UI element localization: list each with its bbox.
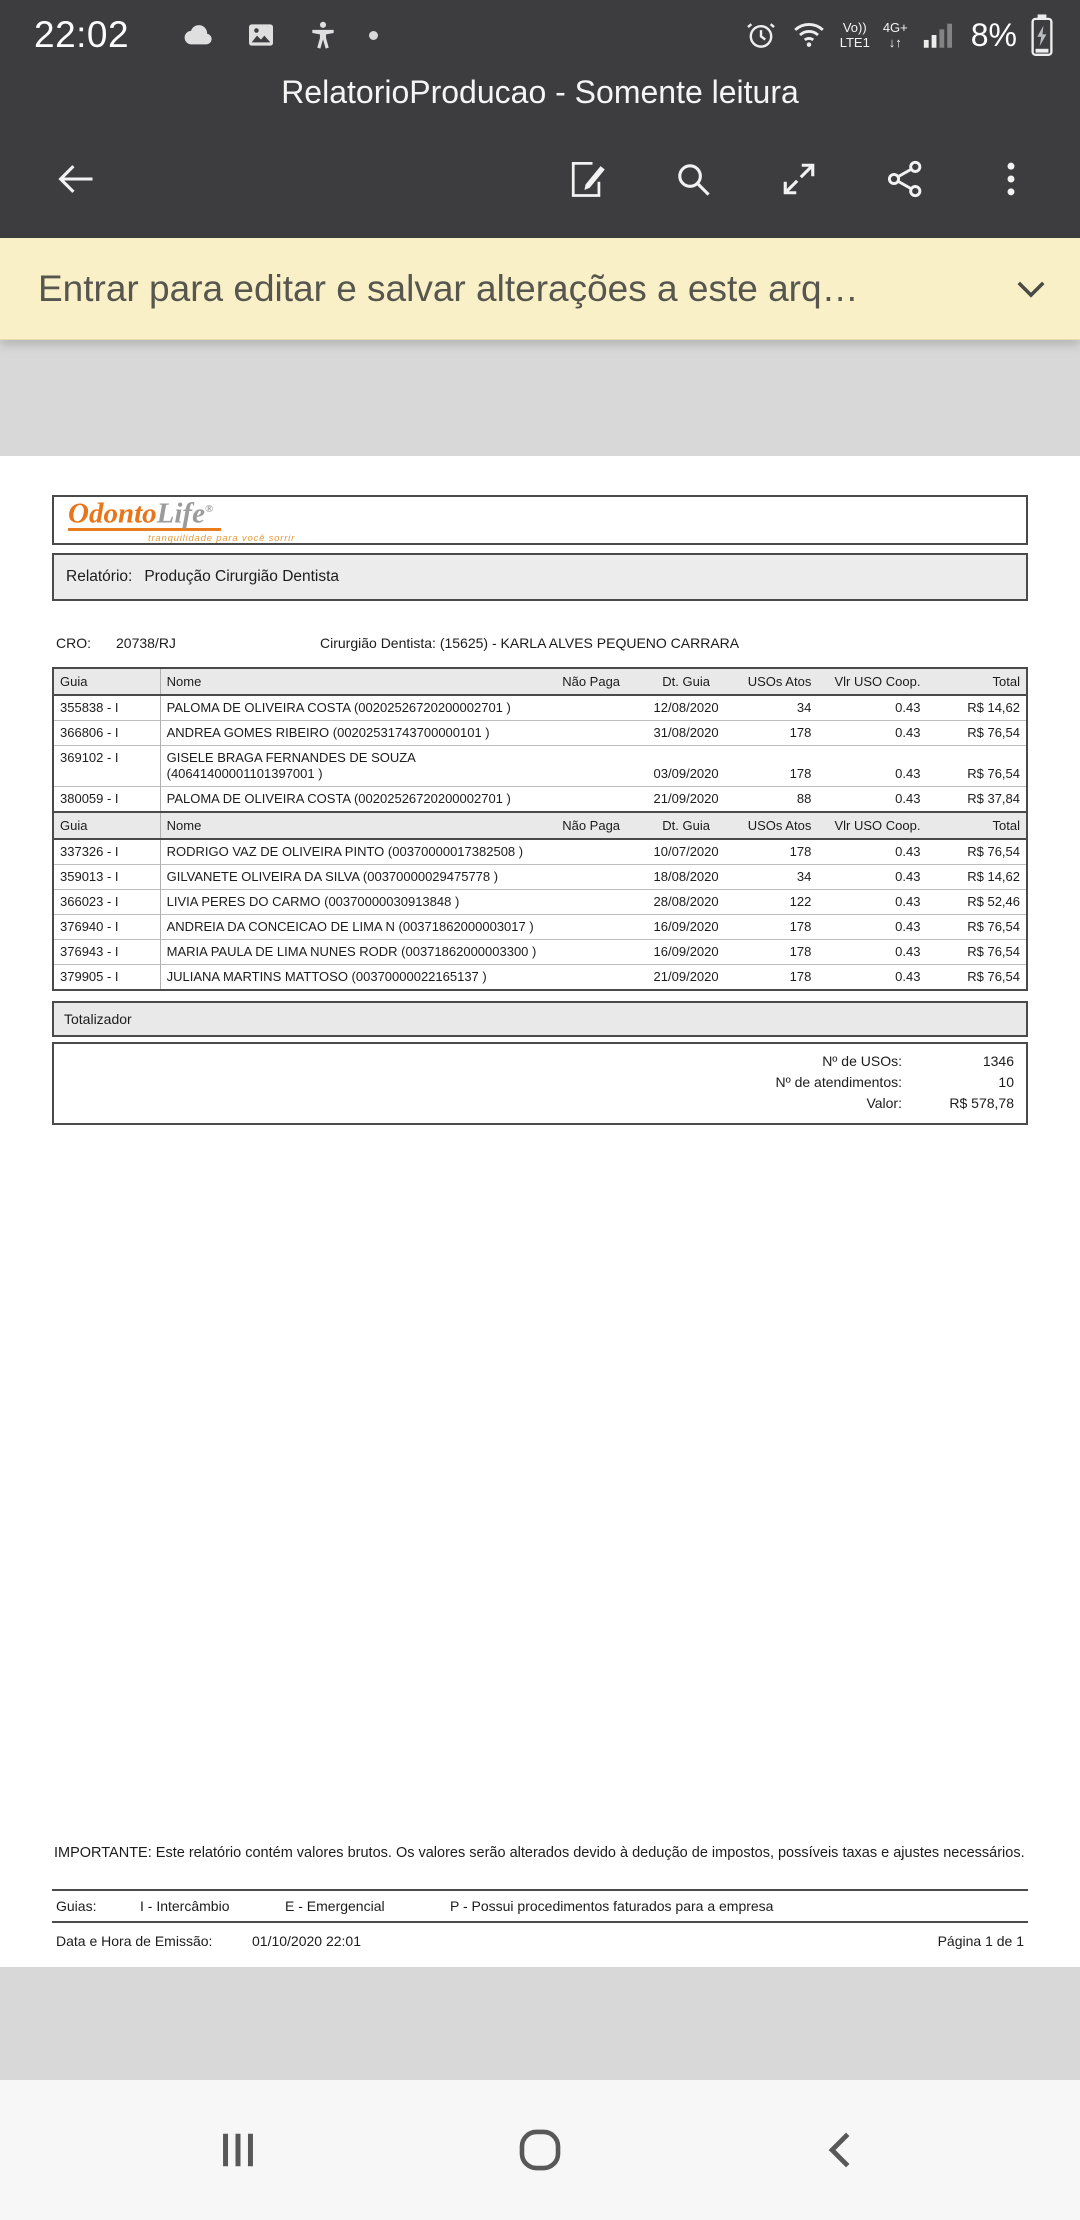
cell-total: R$ 76,54 (934, 839, 1027, 865)
cell-dt-guia: 12/08/2020 (633, 695, 740, 721)
cell-nome: LIVIA PERES DO CARMO (00370000030913848 ) (160, 890, 550, 915)
cell-vlr: 0.43 (827, 695, 934, 721)
cell-dt-guia: 10/07/2020 (633, 839, 740, 865)
notification-dot-icon (369, 31, 378, 40)
cell-total: R$ 76,54 (934, 965, 1027, 991)
cell-nao-paga (550, 865, 633, 890)
table-row (53, 695, 1027, 721)
fit-screen-button[interactable] (746, 131, 852, 227)
cell-guia: 369102 - I (53, 746, 160, 787)
share-icon (883, 157, 927, 201)
table-row (53, 865, 1027, 890)
report-value: Produção Cirurgião Dentista (144, 568, 340, 585)
back-nav-button[interactable] (812, 2120, 872, 2180)
signal-strength-icon (921, 18, 955, 52)
cell-nao-paga (550, 890, 633, 915)
cell-guia: 355838 - I (53, 695, 160, 721)
cell-nome: PALOMA DE OLIVEIRA COSTA (00202526720200002701 ) (160, 787, 550, 813)
total-value: R$ 578,78 (949, 1095, 1014, 1111)
table-row (53, 965, 1027, 991)
registered-mark: ® (204, 503, 214, 516)
cell-nome: RODRIGO VAZ DE OLIVEIRA PINTO (00370000017382508 ) (160, 839, 550, 865)
cell-usos: 178 (740, 965, 828, 991)
cell-nome: ANDREIA DA CONCEICAO DE LIMA N (00371862000003017 ) (160, 915, 550, 940)
total-label: Valor: (866, 1095, 902, 1111)
cell-guia: 376943 - I (53, 940, 160, 965)
report-label: Relatório: (66, 568, 133, 585)
home-icon (517, 2127, 563, 2173)
share-button[interactable] (852, 131, 958, 227)
cell-guia: 379905 - I (53, 965, 160, 991)
page-number: Página 1 de 1 (937, 1933, 1024, 1949)
col-usos-atos: USOs Atos (740, 812, 828, 839)
cell-nome: ANDREA GOMES RIBEIRO (00202531743700000101 ) (160, 721, 550, 746)
table-row (53, 746, 1027, 787)
system-status-icons (744, 13, 1054, 57)
navigation-bar (0, 2080, 1080, 2220)
report-title-box (52, 553, 1028, 601)
cell-vlr: 0.43 (827, 965, 934, 991)
pdf-page (0, 456, 1080, 1967)
notification-icons (183, 19, 378, 51)
legend-emergencial: E - Emergencial (285, 1898, 385, 1914)
production-table-section-1 (52, 667, 1028, 813)
col-dt-guia: Dt. Guia (633, 668, 740, 695)
cell-nome: MARIA PAULA DE LIMA NUNES RODR (00371862000003300 ) (160, 940, 550, 965)
cell-nao-paga (550, 915, 633, 940)
dentist-name: Cirurgião Dentista: (15625) - KARLA ALVES PEQUENO CARRARA (320, 635, 740, 651)
totals-box (52, 1042, 1028, 1125)
cell-usos: 34 (740, 865, 828, 890)
cell-usos: 88 (740, 787, 828, 813)
legend-intercambio: I - Intercâmbio (140, 1898, 230, 1914)
table-row (53, 787, 1027, 813)
signin-banner[interactable] (0, 238, 1080, 340)
cro-label: CRO: (56, 635, 91, 651)
recents-button[interactable] (208, 2120, 268, 2180)
cell-nao-paga (550, 721, 633, 746)
total-row (66, 1093, 1014, 1114)
image-icon (245, 19, 277, 51)
col-dt-guia: Dt. Guia (633, 812, 740, 839)
status-bar (0, 0, 1080, 64)
cell-nao-paga (550, 787, 633, 813)
col-guia: Guia (53, 668, 160, 695)
totalizador-title: Totalizador (64, 1011, 132, 1027)
cell-guia: 380059 - I (53, 787, 160, 813)
toolbar (0, 120, 1080, 238)
cell-dt-guia: 21/09/2020 (633, 965, 740, 991)
status-time: 22:02 (34, 14, 130, 55)
logo-part-life: Life (156, 497, 205, 530)
cell-dt-guia: 28/08/2020 (633, 890, 740, 915)
volte-label: Vo)) (842, 20, 867, 35)
col-nome: Nome (160, 668, 550, 695)
overflow-menu-button[interactable] (958, 131, 1064, 227)
col-nao-paga: Não Paga (550, 668, 633, 695)
cell-nao-paga (550, 940, 633, 965)
cell-vlr: 0.43 (827, 721, 934, 746)
col-nome: Nome (160, 812, 550, 839)
document-title: RelatorioProducao - Somente leitura (281, 73, 799, 110)
app-title-bar (0, 64, 1080, 120)
total-value: 1346 (982, 1053, 1014, 1069)
cell-guia: 337326 - I (53, 839, 160, 865)
cell-nao-paga (550, 746, 633, 787)
cell-dt-guia: 16/09/2020 (633, 915, 740, 940)
cell-vlr: 0.43 (827, 865, 934, 890)
cell-total: R$ 76,54 (934, 915, 1027, 940)
page-footer (52, 1844, 1028, 1951)
alarm-icon (744, 18, 778, 52)
cell-total: R$ 14,62 (934, 695, 1027, 721)
app-header (0, 0, 1080, 238)
cell-usos: 34 (740, 695, 828, 721)
edit-button[interactable] (534, 131, 640, 227)
legend-procedimentos: P - Possui procedimentos faturados para a empresa (450, 1898, 774, 1914)
total-label: Nº de atendimentos: (775, 1074, 902, 1090)
overflow-menu-icon (989, 157, 1033, 201)
col-usos-atos: USOs Atos (740, 668, 828, 695)
search-icon (671, 157, 715, 201)
cell-total: R$ 76,54 (934, 721, 1027, 746)
col-vlr-uso: Vlr USO Coop. (827, 668, 934, 695)
cell-nao-paga (550, 965, 633, 991)
traffic-arrows-icon: ↓↑ (888, 35, 902, 50)
cloud-icon (183, 19, 215, 51)
table-row (53, 839, 1027, 865)
cell-dt-guia: 03/09/2020 (633, 746, 740, 787)
cell-nome: PALOMA DE OLIVEIRA COSTA (00202526720200002701 ) (160, 695, 550, 721)
battery-percent: 8% (970, 16, 1017, 53)
volte-indicator (840, 20, 870, 50)
table-row (53, 890, 1027, 915)
back-button[interactable] (28, 131, 124, 227)
total-row (66, 1072, 1014, 1093)
col-total: Total (934, 668, 1027, 695)
cell-usos: 178 (740, 915, 828, 940)
cell-nome: JULIANA MARTINS MATTOSO (00370000022165137 ) (160, 965, 550, 991)
col-guia: Guia (53, 812, 160, 839)
emission-line (52, 1923, 1028, 1951)
back-arrow-icon (54, 157, 98, 201)
production-table-section-2 (52, 811, 1028, 991)
wifi-icon (791, 17, 827, 53)
cell-total: R$ 52,46 (934, 890, 1027, 915)
table-header-row (53, 668, 1027, 695)
table-row (53, 721, 1027, 746)
cell-total: R$ 76,54 (934, 940, 1027, 965)
cell-vlr: 0.43 (827, 940, 934, 965)
cell-guia: 366806 - I (53, 721, 160, 746)
cell-vlr: 0.43 (827, 746, 934, 787)
document-viewport[interactable] (0, 340, 1080, 2080)
cell-total: R$ 76,54 (934, 746, 1027, 787)
cell-dt-guia: 31/08/2020 (633, 721, 740, 746)
cell-vlr: 0.43 (827, 839, 934, 865)
accessibility-icon (307, 19, 339, 51)
total-value: 10 (998, 1074, 1014, 1090)
emission-value: 01/10/2020 22:01 (252, 1933, 361, 1949)
back-icon (819, 2127, 865, 2173)
network-indicator (883, 20, 908, 50)
cell-usos: 178 (740, 746, 828, 787)
recents-icon (215, 2127, 261, 2173)
col-nao-paga: Não Paga (550, 812, 633, 839)
edit-document-icon (565, 157, 609, 201)
cell-guia: 359013 - I (53, 865, 160, 890)
cell-dt-guia: 21/09/2020 (633, 787, 740, 813)
legend-label: Guias: (56, 1898, 97, 1914)
cell-guia: 366023 - I (53, 890, 160, 915)
logo-box (52, 495, 1028, 545)
network-type-label: 4G+ (882, 20, 908, 35)
table-row (53, 940, 1027, 965)
col-vlr-uso: Vlr USO Coop. (827, 812, 934, 839)
cell-vlr: 0.43 (827, 915, 934, 940)
search-button[interactable] (640, 131, 746, 227)
table-header-row (53, 812, 1027, 839)
total-label: Nº de USOs: (822, 1053, 902, 1069)
total-row (66, 1051, 1014, 1072)
cro-value: 20738/RJ (116, 635, 176, 651)
cell-nome: GISELE BRAGA FERNANDES DE SOUZA (40641400001101397001 ) (160, 746, 550, 787)
emission-label: Data e Hora de Emissão: (56, 1933, 213, 1949)
cell-usos: 178 (740, 839, 828, 865)
odontolife-logo (68, 496, 221, 531)
cell-dt-guia: 18/08/2020 (633, 865, 740, 890)
table-row (53, 915, 1027, 940)
cell-vlr: 0.43 (827, 890, 934, 915)
home-button[interactable] (510, 2120, 570, 2180)
fit-screen-icon (777, 157, 821, 201)
cell-dt-guia: 16/09/2020 (633, 940, 740, 965)
lte-label: LTE1 (839, 35, 870, 50)
cell-usos: 178 (740, 721, 828, 746)
guias-legend (52, 1889, 1028, 1923)
logo-part-odonto: Odonto (68, 497, 157, 530)
cell-nao-paga (550, 839, 633, 865)
totalizador-header (52, 1001, 1028, 1037)
logo-tagline: tranquilidade para você sorrir (148, 532, 296, 544)
cell-nao-paga (550, 695, 633, 721)
cell-usos: 122 (740, 890, 828, 915)
cell-nome: GILVANETE OLIVEIRA DA SILVA (00370000029475778 ) (160, 865, 550, 890)
col-total: Total (934, 812, 1027, 839)
cell-guia: 376940 - I (53, 915, 160, 940)
important-note: IMPORTANTE: Este relatório contém valores brutos. Os valores serão alterados devido à dedução de impostos, possíveis taxas e ajustes necessários. (54, 1845, 1025, 1861)
cell-vlr: 0.43 (827, 787, 934, 813)
cell-total: R$ 14,62 (934, 865, 1027, 890)
dentist-info-line (52, 635, 1028, 651)
chevron-down-icon[interactable] (1010, 268, 1052, 310)
cell-usos: 178 (740, 940, 828, 965)
battery-charging-icon (1030, 13, 1054, 57)
cell-total: R$ 37,84 (934, 787, 1027, 813)
signin-banner-text: Entrar para editar e salvar alterações a este arq… (38, 267, 859, 309)
